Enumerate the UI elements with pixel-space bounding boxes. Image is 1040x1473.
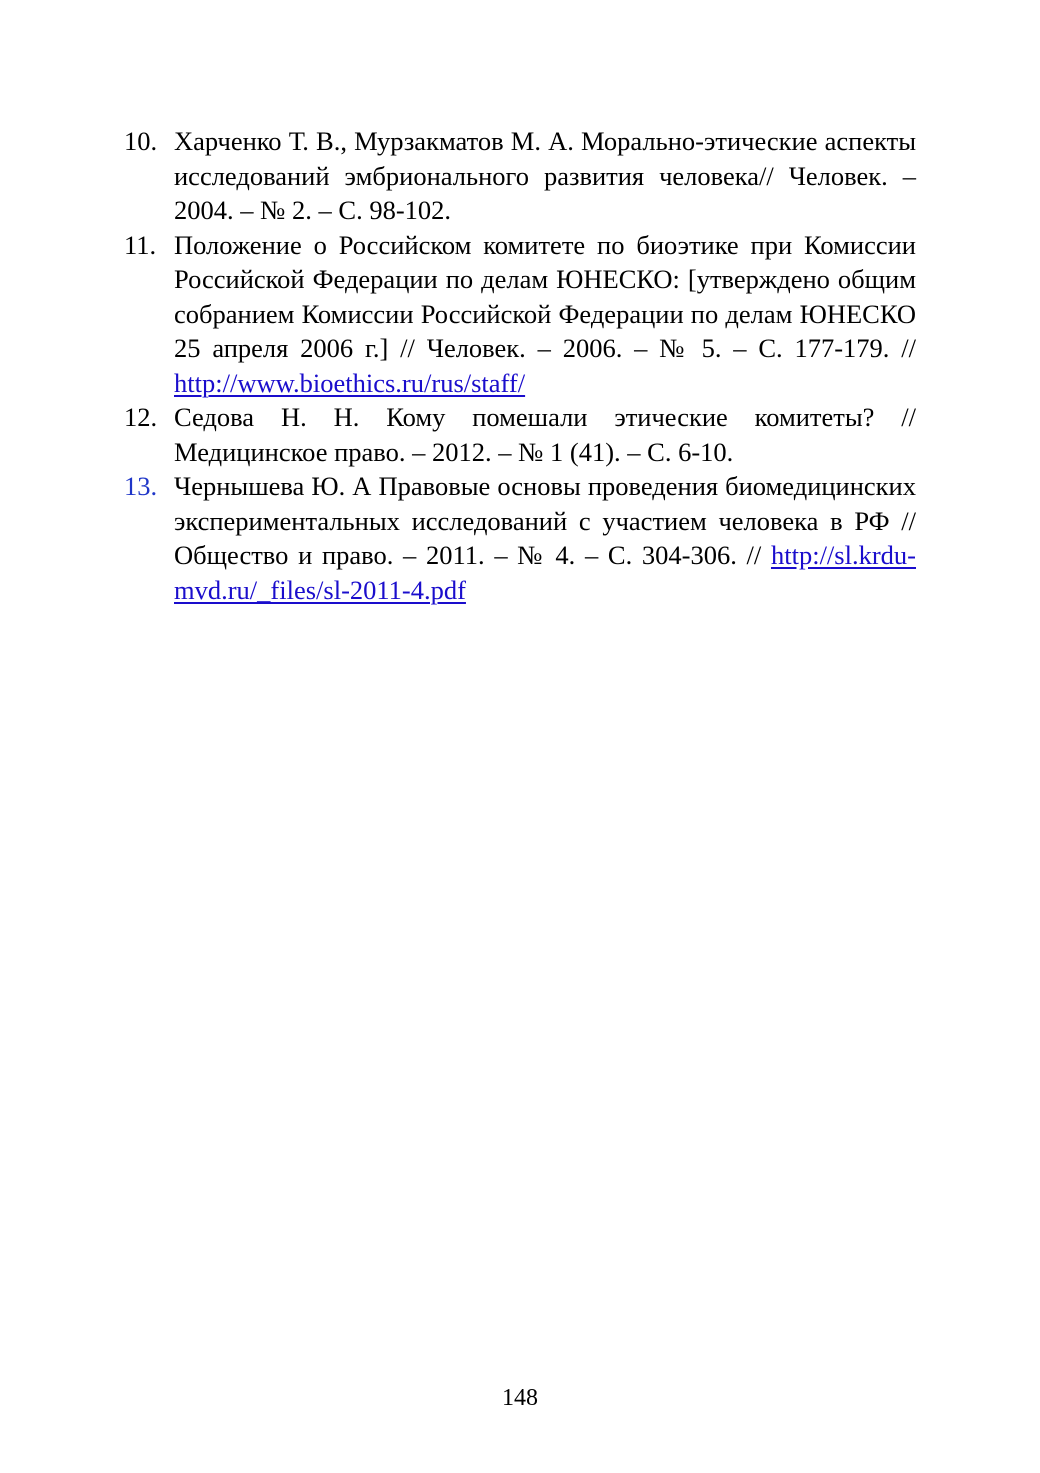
page-number: 148 (502, 1385, 538, 1411)
reference-link[interactable]: http://sl.krdu-mvd.ru/_files/sl-2011-4.pdf (174, 540, 916, 605)
reference-item (124, 400, 916, 469)
reference-item (124, 469, 916, 607)
reference-text: Харченко Т. В., Мурзакматов М. А. Морально-этические аспекты исследований эмбрионального развития человека// Человек. – 2004. – № 2. – С. 98-102. (174, 126, 916, 225)
reference-text: Чернышева Ю. А Правовые основы проведения биомедицинских экспериментальных исследований с участием человека в РФ // Общество и право. – 2011. – № 4. – С. 304-306. // (174, 471, 916, 570)
reference-item (124, 228, 916, 401)
reference-number: 12. (124, 402, 158, 432)
reference-number: 13. (124, 471, 158, 501)
reference-number: 11. (124, 229, 157, 260)
reference-list (124, 124, 916, 607)
reference-item (124, 124, 916, 228)
reference-link[interactable]: http://www.bioethics.ru/rus/staff/ (174, 367, 526, 398)
reference-number: 10. (124, 126, 158, 156)
reference-text: Седова Н. Н. Кому помешали этические комитеты? // Медицинское право. – 2012. – № 1 (41). – С. 6-10. (174, 402, 916, 467)
reference-text: Положение о Российском комитете по биоэтике при Комиссии Российской Федерации по делам ЮНЕСКО: [утверждено общим собранием Комиссии Российской Федерации по делам ЮНЕСКО 25 апреля 2006 г.] // Человек. – 2006. – № 5. – С. 177-179. // (174, 229, 916, 363)
